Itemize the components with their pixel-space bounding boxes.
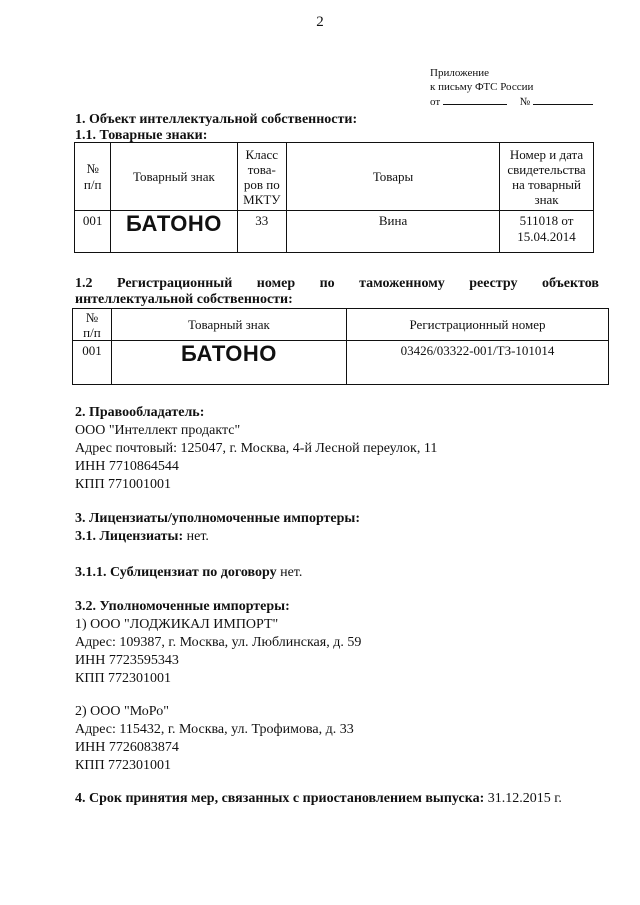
th-reg-number: Регистрационный номер	[347, 309, 609, 341]
th-trademark: Товарный знак	[111, 143, 237, 211]
table-row	[73, 341, 609, 385]
th-trademark2: Товарный знак	[111, 309, 346, 341]
section1-1-title: 1.1. Товарные знаки:	[75, 128, 208, 143]
section2	[75, 404, 437, 494]
registry-table	[72, 308, 609, 385]
importer2-name: 2) ООО "МоРо"	[75, 704, 169, 719]
from-label: от	[430, 96, 441, 108]
rightholder-address: Адрес почтовый: 125047, г. Москва, 4-й Лесной переулок, 11	[75, 441, 438, 456]
appendix-block	[430, 66, 593, 109]
importer2-kpp: КПП 772301001	[75, 758, 172, 773]
appendix-date-number-line	[430, 94, 593, 109]
sublicensee-line: 3.1.1. Сублицензиат по договору нет.	[75, 565, 303, 580]
importers-block	[75, 598, 361, 688]
appendix-line1: Приложение	[430, 67, 490, 79]
th-goods: Товары	[287, 143, 500, 211]
importer2-address: Адрес: 115432, г. Москва, ул. Трофимова, д. 33	[75, 722, 354, 737]
importer1-kpp: КПП 772301001	[75, 671, 172, 686]
appendix-line2: к письму ФТС России	[430, 81, 534, 93]
cell-num2: 001	[73, 341, 112, 385]
section4-line: 4. Срок принятия мер, связанных с приостановлением выпуска: 31.12.2015 г.	[75, 791, 562, 806]
cell-trademark: БАТОНО	[111, 211, 237, 253]
number-label: №	[519, 96, 531, 108]
th-num2: № п/п	[73, 309, 112, 341]
th-certificate: Номер и дата свидетельства на товарный знак	[500, 143, 594, 211]
rightholder-company: ООО "Интеллект продактс"	[75, 423, 241, 438]
importer1-inn: ИНН 7723595343	[75, 653, 179, 668]
section2-title: 2. Правообладатель:	[75, 405, 205, 420]
importer1-address: Адрес: 109387, г. Москва, ул. Люблинская, д. 59	[75, 635, 362, 650]
cell-goods: Вина	[287, 211, 500, 253]
importer2-block	[75, 703, 354, 775]
cell-class: 33	[237, 211, 286, 253]
rightholder-inn: ИНН 7710864544	[75, 459, 179, 474]
cell-trademark2: БАТОНО	[111, 341, 346, 385]
th-num: № п/п	[75, 143, 111, 211]
trademarks-table	[74, 142, 594, 253]
number-blank-line	[533, 94, 593, 105]
table-row	[75, 211, 594, 253]
section1-2-title: 1.2 Регистрационный номер по таможенному реестру объектов интеллектуальной собственности:	[75, 276, 599, 307]
licensees-line: 3.1. Лицензиаты: нет.	[75, 529, 209, 544]
importer2-inn: ИНН 7726083874	[75, 740, 179, 755]
page-number: 2	[316, 14, 324, 30]
rightholder-kpp: КПП 771001001	[75, 477, 172, 492]
importers-title: 3.2. Уполномоченные импортеры:	[75, 599, 290, 614]
date-blank-line	[443, 94, 507, 105]
section3-title: 3. Лицензиаты/уполномоченные импортеры:	[75, 511, 361, 526]
section1-title: 1. Объект интеллектуальной собственности:	[75, 112, 358, 127]
cell-certificate: 511018 от 15.04.2014	[500, 211, 594, 253]
th-class: Класс това- ров по МКТУ	[237, 143, 286, 211]
importer1-name: 1) ООО "ЛОДЖИКАЛ ИМПОРТ"	[75, 617, 279, 632]
cell-reg-number: 03426/03322-001/ТЗ-101014	[347, 341, 609, 385]
cell-num: 001	[75, 211, 111, 253]
